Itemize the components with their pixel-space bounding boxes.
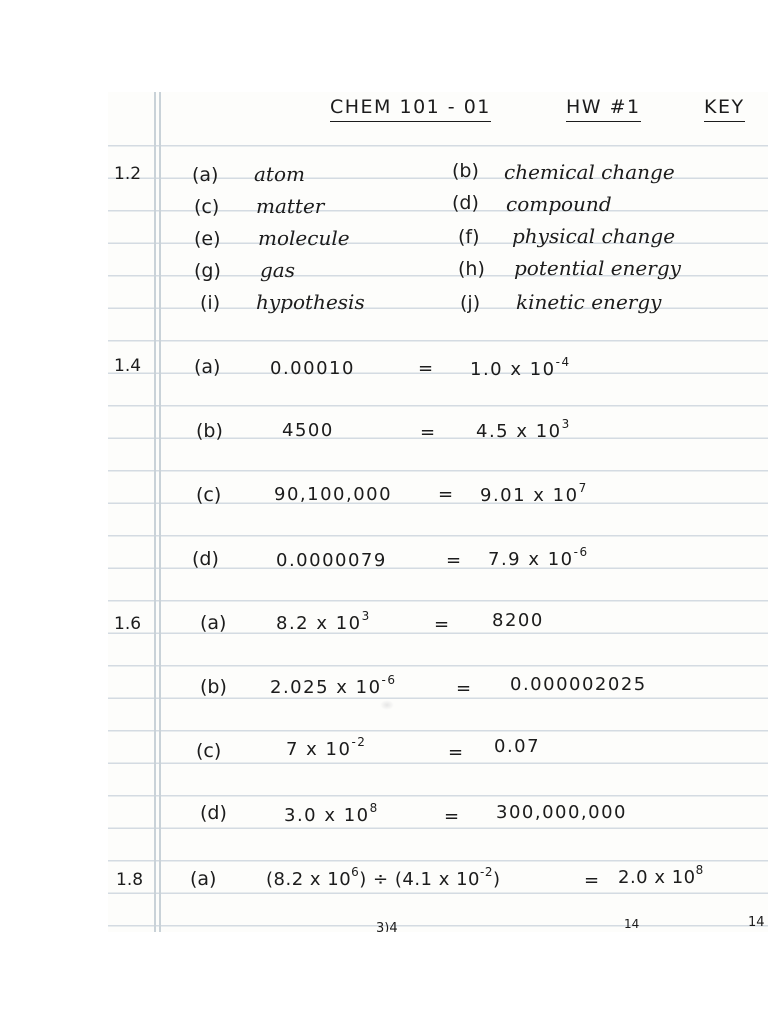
item-label: (f) <box>458 226 480 248</box>
item-label: (b) <box>200 676 227 698</box>
answer-text: compound <box>506 192 612 216</box>
expression: 4500 <box>282 420 334 441</box>
equals-sign: = <box>584 870 601 891</box>
scientific-notation: 8.2 x $10^3$ <box>276 609 371 634</box>
cutoff-fragment: 3)4 <box>376 921 398 932</box>
result: 0.07 <box>494 736 541 757</box>
answer-text: matter <box>256 194 325 218</box>
answer-text: chemical change <box>504 160 675 184</box>
answer-text: kinetic energy <box>516 290 662 314</box>
item-label: (a) <box>194 356 221 378</box>
scientific-notation: 2.0 x $10^8$ <box>618 863 704 888</box>
scientific-notation: 4.5 x $10^3$ <box>476 417 571 442</box>
expression: 0.00010 <box>270 358 355 379</box>
item-label: (e) <box>194 228 221 250</box>
item-label: (g) <box>194 260 221 282</box>
scientific-notation: 9.01 x $10^7$ <box>480 481 588 506</box>
course-title: CHEM 101 - 01 <box>330 98 491 122</box>
expression: 90,100,000 <box>274 484 393 505</box>
scientific-notation: 3.0 x $10^8$ <box>284 801 379 826</box>
item-label: (d) <box>200 802 227 824</box>
answer-text: physical change <box>512 224 676 248</box>
cutoff-fragment: 14 <box>624 917 640 931</box>
answer-text: gas <box>260 258 295 282</box>
equals-sign: = <box>434 614 451 635</box>
item-label: (c) <box>196 740 222 762</box>
item-label: (b) <box>452 160 479 182</box>
equals-sign: = <box>444 806 461 827</box>
assignment-title: HW #1 <box>566 98 641 122</box>
equals-sign: = <box>446 550 463 571</box>
equals-sign: = <box>418 358 435 379</box>
equals-sign: = <box>438 484 455 505</box>
notebook-sheet <box>108 92 768 932</box>
equals-sign: = <box>456 678 473 699</box>
expression: (8.2 x $10^6) \div (4.1$ x $10^{-2}$) <box>266 865 501 890</box>
item-label: (d) <box>192 548 219 570</box>
expression: 0.0000079 <box>276 550 387 571</box>
item-label: (d) <box>452 192 479 214</box>
item-label: (h) <box>458 258 485 280</box>
smudge <box>380 700 394 710</box>
result: 0.000002025 <box>510 674 647 695</box>
item-label: (b) <box>196 420 223 442</box>
scientific-notation: 1.0 x $10^{-4}$ <box>470 355 571 380</box>
problem-number: 1.2 <box>114 164 142 184</box>
result: 300,000,000 <box>496 802 628 823</box>
key-title: KEY <box>704 98 745 122</box>
item-label: (a) <box>192 164 219 186</box>
equals-sign: = <box>420 422 437 443</box>
scientific-notation: 2.025 x $10^{-6}$ <box>270 673 397 698</box>
scientific-notation: 7 x $10^{-2}$ <box>286 735 367 760</box>
problem-number: 1.4 <box>114 356 142 376</box>
item-label: (c) <box>196 484 222 506</box>
problem-number: 1.8 <box>116 870 144 890</box>
item-label: (c) <box>194 196 220 218</box>
item-label: (a) <box>190 868 217 890</box>
answer-text: hypothesis <box>256 290 365 314</box>
scientific-notation: 7.9 x $10^{-6}$ <box>488 545 589 570</box>
answer-text: molecule <box>258 226 350 250</box>
margin-line <box>154 92 156 932</box>
item-label: (a) <box>200 612 227 634</box>
item-label: (i) <box>200 292 221 314</box>
cutoff-fragment: 14 <box>748 915 765 930</box>
result: 8200 <box>492 610 544 631</box>
problem-number: 1.6 <box>114 614 142 634</box>
answer-text: potential energy <box>514 256 681 280</box>
answer-text: atom <box>254 162 305 186</box>
equals-sign: = <box>448 742 465 763</box>
item-label: (j) <box>460 292 481 314</box>
margin-line <box>159 92 161 932</box>
